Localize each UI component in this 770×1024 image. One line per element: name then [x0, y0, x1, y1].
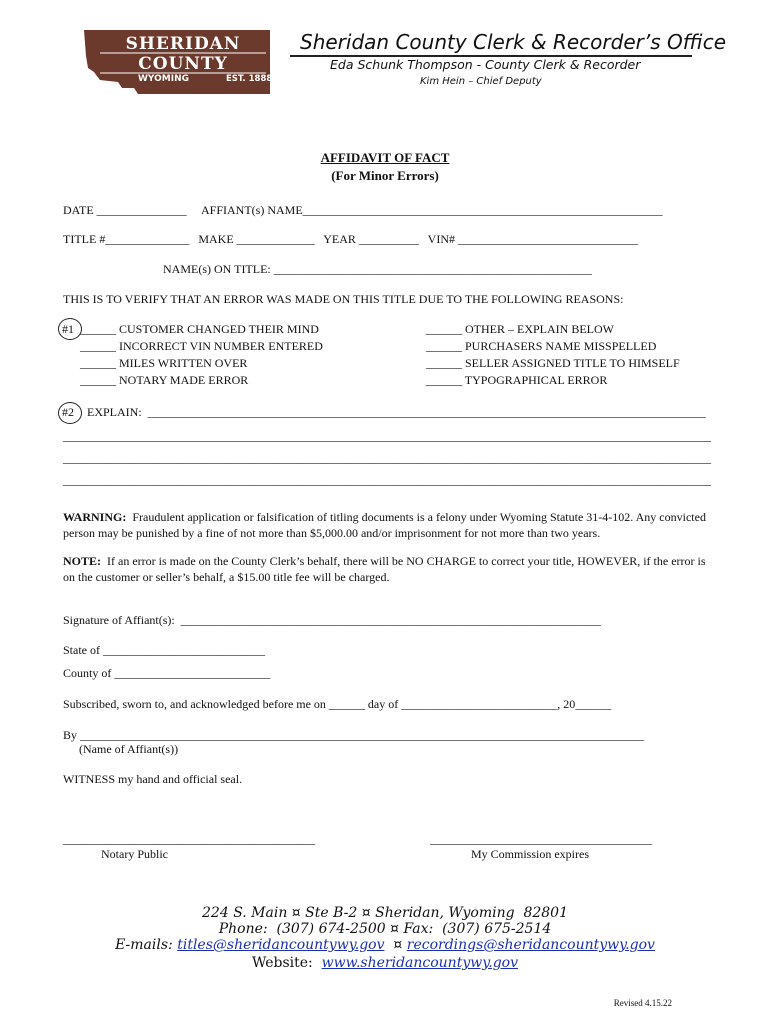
warning-text: Fraudulent application or falsification of titling documents is a felony under Wyoming Statute 31-4-102. Any convicted person may be punished by a fine of not more than $5,000.00 and/or imprisonment for not more than two years.: [63, 510, 706, 540]
email-separator: ¤: [393, 937, 403, 953]
office-title: Sheridan County Clerk & Recorder’s Office: [300, 30, 727, 54]
reason-typographical[interactable]: ______ TYPOGRAPHICAL ERROR: [426, 373, 608, 387]
logo-line-sheridan: SHERIDAN: [125, 34, 241, 54]
reason-miles-written-over[interactable]: ______ MILES WRITTEN OVER: [80, 356, 248, 370]
state-line[interactable]: State of ___________________________: [63, 643, 265, 657]
reason-name-misspelled[interactable]: ______ PURCHASERS NAME MISSPELLED: [426, 339, 657, 353]
verify-statement: THIS IS TO VERIFY THAT AN ERROR WAS MADE ON THIS TITLE DUE TO THE FOLLOWING REASONS:: [63, 292, 624, 306]
explain-blank-line[interactable]: ____________________________________________________________________________________________________________: [63, 429, 711, 443]
logo-line-county: COUNTY: [138, 54, 228, 74]
subscribed-line[interactable]: Subscribed, sworn to, and acknowledged before me on ______ day of __________________________, 20______: [63, 697, 612, 711]
footer-address: 224 S. Main ¤ Ste B-2 ¤ Sheridan, Wyoming 82801: [202, 905, 568, 921]
explain-blank-line[interactable]: ____________________________________________________________________________________________________________: [63, 451, 711, 465]
email-titles-link[interactable]: titles@sheridancountywy.gov: [177, 937, 385, 953]
affiant-name-caption: (Name of Affiant(s)): [79, 742, 179, 756]
title-make-year-vin-line[interactable]: TITLE #______________ MAKE _____________ YEAR __________ VIN# ______________________________: [63, 232, 638, 246]
note-paragraph: [63, 553, 709, 585]
website-link[interactable]: www.sheridancountywy.gov: [321, 955, 519, 971]
emails-label: E-mails:: [115, 937, 173, 953]
county-clerk-name: Eda Schunk Thompson - County Clerk & Recorder: [330, 57, 641, 72]
notary-public-label: Notary Public: [101, 847, 168, 861]
form-title: [0, 150, 770, 166]
website-label: Website:: [251, 955, 313, 971]
logo-line-wyoming: WYOMING: [138, 74, 189, 84]
footer-phone: Phone: (307) 674-2500 ¤ Fax: (307) 675-2514: [218, 921, 552, 937]
footer-website: [0, 955, 770, 971]
notary-signature-line[interactable]: __________________________________________: [63, 832, 315, 846]
revision-date: Revised 4.15.22: [613, 998, 672, 1008]
reason-seller-assigned[interactable]: ______ SELLER ASSIGNED TITLE TO HIMSELF: [426, 356, 680, 370]
reason-customer-changed-mind[interactable]: ______ CUSTOMER CHANGED THEIR MIND: [80, 322, 319, 336]
marker-2: #2: [62, 405, 74, 419]
email-recordings-link[interactable]: recordings@sheridancountywy.gov: [406, 937, 655, 953]
warning-paragraph: [63, 509, 709, 541]
logo-established: EST. 1888: [226, 74, 273, 84]
reason-incorrect-vin[interactable]: ______ INCORRECT VIN NUMBER ENTERED: [80, 339, 323, 353]
note-text: If an error is made on the County Clerk’s behalf, there will be NO CHARGE to correct your title, HOWEVER, if the error is on the customer or seller’s behalf, a $15.00 title fee will be charged.: [63, 554, 706, 584]
reason-other[interactable]: ______ OTHER – EXPLAIN BELOW: [426, 322, 614, 336]
reason-notary-error[interactable]: ______ NOTARY MADE ERROR: [80, 373, 249, 387]
county-logo: [78, 28, 278, 96]
warning-label: WARNING:: [63, 510, 127, 524]
date-affiant-line[interactable]: DATE _______________ AFFIANT(s) NAME____________________________________________________________: [63, 203, 663, 217]
signature-line[interactable]: Signature of Affiant(s): ______________________________________________________________________: [63, 613, 601, 627]
by-line[interactable]: By ______________________________________________________________________________________________: [63, 728, 645, 742]
marker-1: #1: [62, 322, 74, 336]
county-line[interactable]: County of __________________________: [63, 666, 271, 680]
form-subtitle: (For Minor Errors): [331, 168, 439, 183]
explain-line[interactable]: EXPLAIN: _____________________________________________________________________________________________: [87, 405, 706, 419]
footer-emails: [0, 937, 770, 953]
commission-line[interactable]: _____________________________________: [430, 832, 652, 846]
form-title-text: AFFIDAVIT OF FACT: [320, 150, 450, 165]
note-label: NOTE:: [63, 554, 102, 568]
explain-blank-line[interactable]: ____________________________________________________________________________________________________________: [63, 473, 711, 487]
witness-statement: WITNESS my hand and official seal.: [63, 772, 243, 786]
commission-expires-label: My Commission expires: [471, 847, 590, 861]
names-on-title-line[interactable]: NAME(s) ON TITLE: _____________________________________________________: [163, 262, 592, 276]
chief-deputy-name: Kim Hein – Chief Deputy: [420, 76, 542, 87]
